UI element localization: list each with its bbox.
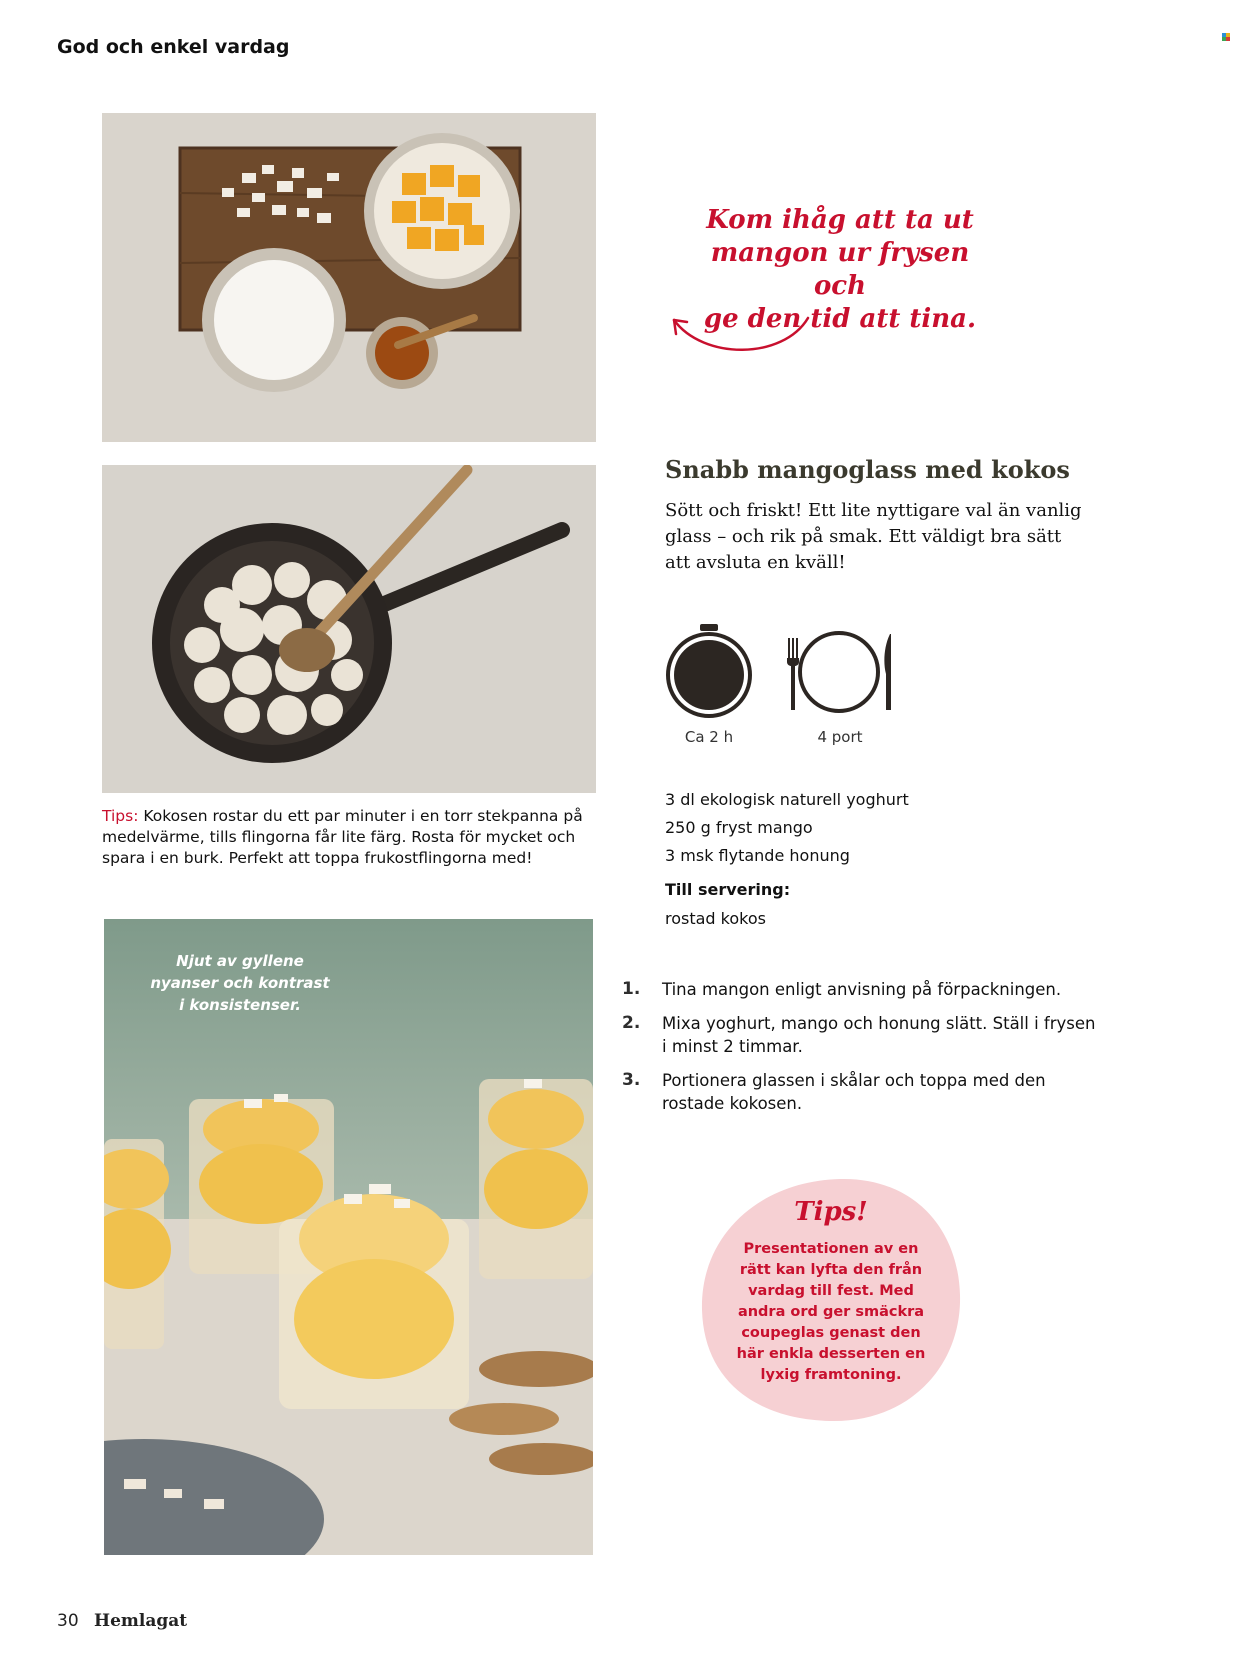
- step-text: Tina mangon enligt anvisning på förpackningen.: [662, 980, 1062, 999]
- serving-heading: Till servering:: [665, 880, 791, 899]
- photo-overlay-text: [140, 950, 340, 1016]
- page-number: 30: [57, 1611, 79, 1631]
- step-number: 1.: [622, 979, 641, 999]
- method-step: [622, 1069, 1102, 1115]
- tip-caption-text: Kokosen rostar du ett par minuter i en torr stekpanna på medelvärme, tills flingorna får lite färg. Rosta för mycket och spara i en burk. Perfekt att toppa frukostflingorna med!: [102, 807, 583, 867]
- reminder-line: Kom ihåg att ta ut: [706, 205, 974, 235]
- timer-icon: [664, 623, 754, 718]
- curved-arrow-icon: [668, 312, 818, 360]
- tip-caption-label: Tips:: [102, 807, 139, 825]
- overlay-line: i konsistenser.: [179, 996, 301, 1014]
- tips-text: Presentationen av en rätt kan lyfta den från vardag till fest. Med andra ord ger smäckra coupeglas genast den här enkla desserten en lyxig framtoning.: [736, 1241, 926, 1383]
- step-text: Mixa yoghurt, mango och honung slätt. Ställ i frysen i minst 2 timmar.: [662, 1014, 1096, 1056]
- reminder-line: ge den tid att tina.: [703, 304, 977, 334]
- ingredient-item: 250 g fryst mango: [665, 818, 813, 837]
- ingredient-list: [665, 786, 909, 870]
- serving-item: rostad kokos: [665, 909, 766, 928]
- time-label: Ca 2 h: [684, 728, 734, 746]
- recipe-title: Snabb mangoglass med kokos: [665, 455, 1070, 484]
- method-steps: [622, 978, 1102, 1126]
- plate-cutlery-icon: [782, 628, 897, 714]
- method-step: [622, 1012, 1102, 1058]
- step-number: 2.: [622, 1013, 641, 1033]
- tips-box: [700, 1175, 962, 1425]
- ingredients-photo: [102, 113, 596, 442]
- overlay-line: nyanser och kontrast: [150, 974, 330, 992]
- method-step: [622, 978, 1102, 1001]
- color-mark-icon: [1222, 33, 1230, 41]
- overlay-line: Njut av gyllene: [176, 952, 304, 970]
- step-text: Portionera glassen i skålar och toppa med den rostade kokosen.: [662, 1071, 1046, 1113]
- reminder-line: mangon ur frysen och: [710, 238, 970, 301]
- ingredient-item: 3 dl ekologisk naturell yoghurt: [665, 790, 909, 809]
- photo-tip-caption: [102, 806, 592, 869]
- pan-photo: [102, 465, 596, 793]
- ingredient-item: 3 msk flytande honung: [665, 846, 850, 865]
- magazine-name: Hemlagat: [94, 1611, 188, 1631]
- recipe-intro: Sött och friskt! Ett lite nyttigare val än vanlig glass – och rik på smak. Ett väldigt bra sätt att avsluta en kväll!: [665, 500, 1082, 573]
- step-number: 3.: [622, 1070, 641, 1090]
- section-label: God och enkel vardag: [57, 36, 290, 58]
- tips-title: Tips!: [794, 1197, 868, 1227]
- page-footer: [57, 1611, 187, 1631]
- portions-label: 4 port: [817, 728, 863, 746]
